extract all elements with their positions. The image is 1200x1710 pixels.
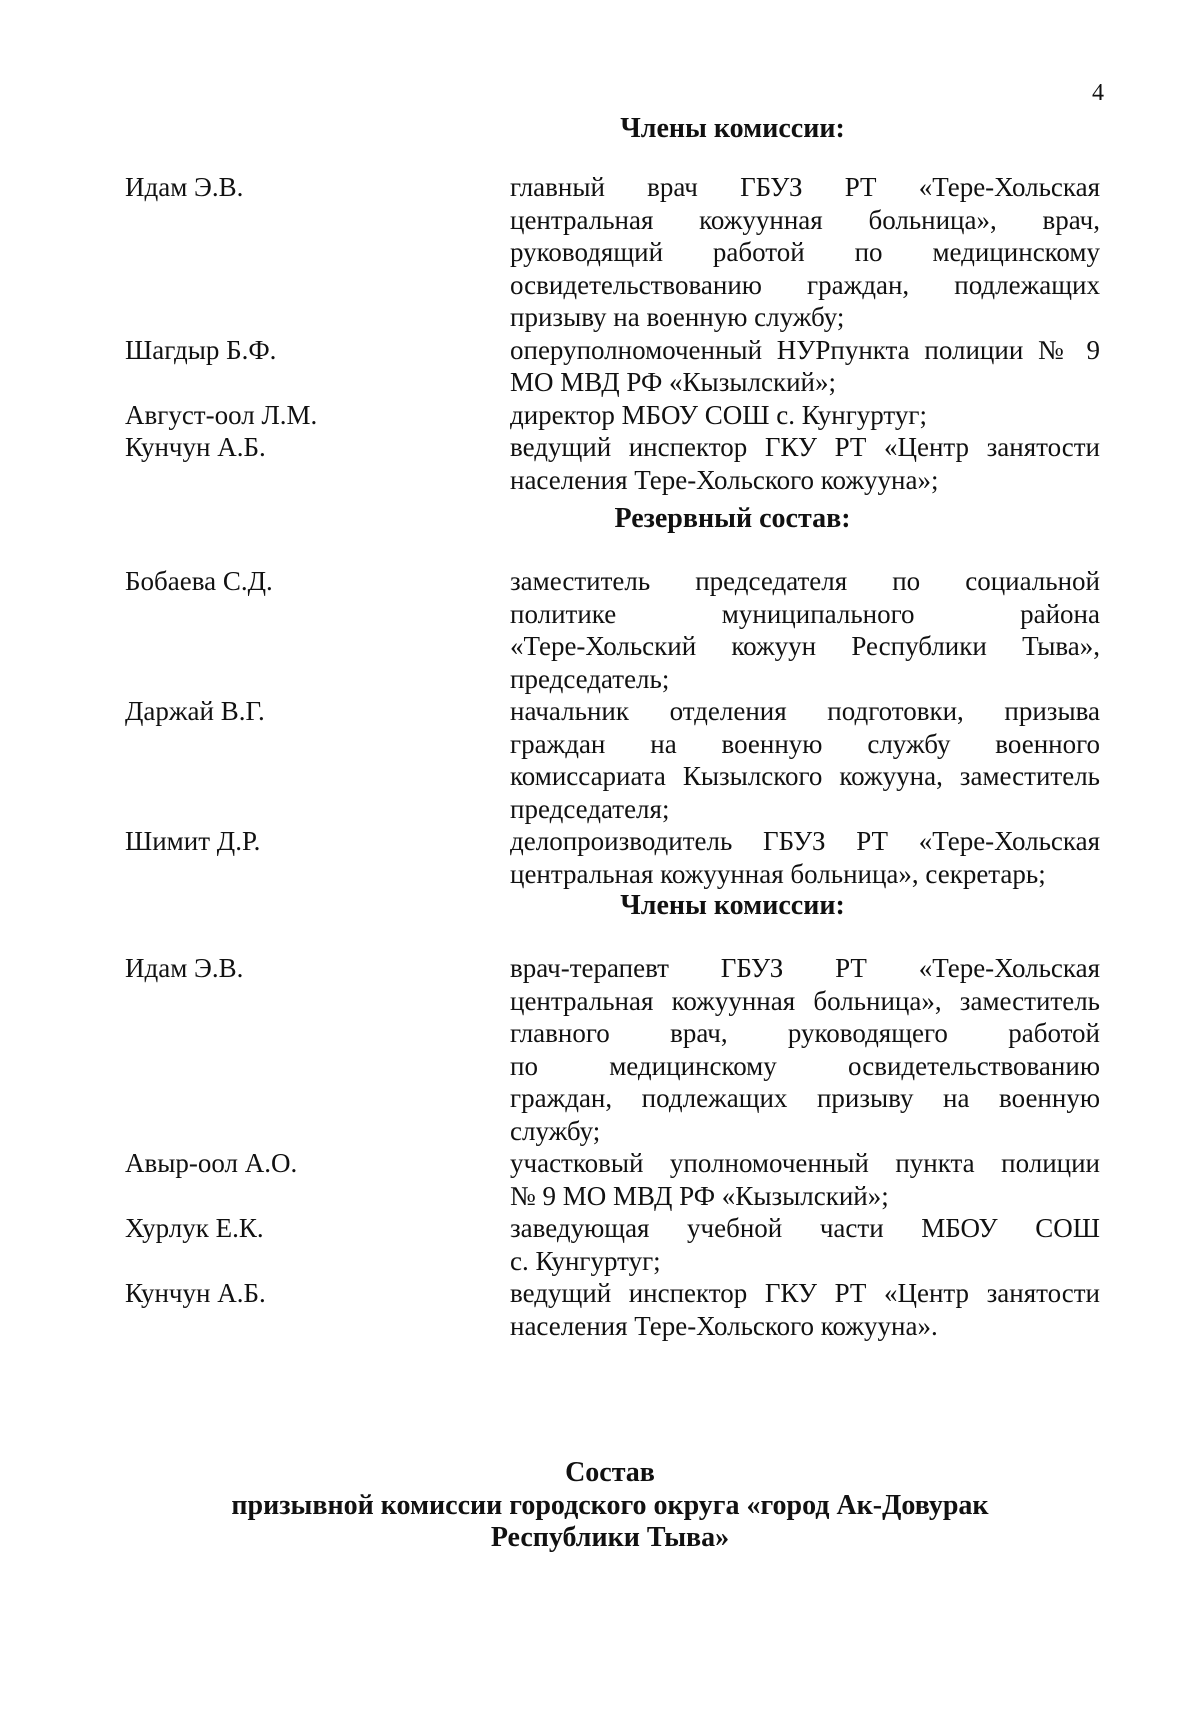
member-name: Кунчун А.Б.	[125, 432, 266, 462]
section-reserve	[125, 503, 1100, 890]
section-heading: Члены комиссии:	[620, 890, 845, 921]
section-members-2	[125, 890, 1100, 1342]
position-line: оперуполномоченный НУРпункта полиции № 9	[510, 334, 1100, 365]
member-row	[125, 695, 1100, 825]
position-line: директор МБОУ СОШ с. Кунгуртуг;	[510, 399, 927, 430]
position-line: с. Кунгуртуг;	[510, 1245, 661, 1276]
position-line: врач-терапевт ГБУЗ РТ «Тере-Хольская	[510, 953, 1100, 983]
member-position	[510, 334, 1100, 399]
member-position	[510, 695, 1100, 825]
reserve-list	[125, 565, 1100, 890]
section-heading: Члены комиссии:	[620, 113, 845, 144]
position-line: граждан, подлежащих призыву на военную	[510, 1083, 1100, 1113]
member-row	[125, 565, 1100, 695]
member-position	[510, 431, 1100, 496]
member-position	[510, 1277, 1100, 1342]
member-name: Шагдыр Б.Ф.	[125, 334, 277, 365]
member-row	[125, 825, 1100, 890]
position-line: председатель;	[510, 663, 670, 694]
position-line: главного врач, руководящего работой	[510, 1018, 1100, 1048]
position-line: освидетельствованию граждан, подлежащих	[510, 269, 1100, 300]
position-line: заведующая учебной части МБОУ СОШ	[510, 1213, 1100, 1243]
position-line: ведущий инспектор ГКУ РТ «Центр занятости	[510, 1278, 1100, 1308]
members-list	[125, 952, 1100, 1342]
position-line: начальник отделения подготовки, призыва	[510, 696, 1100, 726]
section-members-1	[125, 113, 1100, 496]
composition-title	[0, 1457, 1200, 1555]
members-list	[125, 171, 1100, 496]
position-line: населения Тере-Хольского кожууна».	[510, 1310, 938, 1341]
member-row	[125, 1277, 1100, 1342]
member-name: Бобаева С.Д.	[125, 566, 273, 596]
position-line: делопроизводитель ГБУЗ РТ «Тере-Хольская	[510, 826, 1100, 856]
member-name: Хурлук Е.К.	[125, 1213, 264, 1243]
position-line: участковый уполномоченный пункта полиции	[510, 1148, 1100, 1178]
member-position	[510, 565, 1100, 695]
position-line: по медицинскому освидетельствованию	[510, 1050, 1100, 1081]
position-line: населения Тере-Хольского кожууна»;	[510, 464, 939, 495]
member-name: Шимит Д.Р.	[125, 826, 261, 856]
member-name: Идам Э.В.	[125, 172, 244, 202]
member-position	[510, 171, 1100, 334]
section-heading: Резервный состав:	[614, 503, 851, 534]
member-name: Идам Э.В.	[125, 953, 244, 983]
member-row	[125, 1212, 1100, 1277]
position-line: центральная кожуунная больница», заместитель	[510, 985, 1100, 1016]
member-position	[510, 825, 1100, 890]
composition-title-line: Состав	[565, 1457, 655, 1488]
position-line: председателя;	[510, 793, 670, 824]
member-row	[125, 952, 1100, 1147]
position-line: центральная кожуунная больница», секретарь;	[510, 858, 1046, 889]
position-line: политике муниципального района	[510, 598, 1100, 629]
position-line: призыву на военную службу;	[510, 302, 845, 332]
member-position	[510, 1212, 1100, 1277]
position-line: главный врач ГБУЗ РТ «Тере-Хольская	[510, 172, 1100, 202]
member-row	[125, 1147, 1100, 1212]
member-name: Август-оол Л.М.	[125, 399, 318, 430]
member-position	[510, 952, 1100, 1147]
member-name: Кунчун А.Б.	[125, 1278, 266, 1308]
position-line: граждан на военную службу военного	[510, 728, 1100, 759]
position-line: центральная кожуунная больница», врач,	[510, 204, 1100, 235]
page-number: 4	[1092, 80, 1104, 106]
position-line: заместитель председателя по социальной	[510, 566, 1100, 596]
position-line: «Тере-Хольский кожуун Республики Тыва»,	[510, 631, 1100, 661]
member-name: Даржай В.Г.	[125, 696, 265, 726]
member-position	[510, 1147, 1100, 1212]
member-row	[125, 334, 1100, 399]
position-line: ведущий инспектор ГКУ РТ «Центр занятости	[510, 432, 1100, 462]
position-line: руководящий работой по медицинскому	[510, 237, 1100, 267]
position-line: МО МВД РФ «Кызылский»;	[510, 367, 836, 397]
composition-title-line: призывной комиссии городского округа «город Ак-Довурак	[231, 1489, 989, 1521]
member-position	[510, 399, 1100, 432]
composition-title-line: Республики Тыва»	[490, 1522, 730, 1553]
member-row	[125, 399, 1100, 432]
member-row	[125, 431, 1100, 496]
position-line: службу;	[510, 1115, 601, 1146]
member-row	[125, 171, 1100, 334]
position-line: № 9 МО МВД РФ «Кызылский»;	[510, 1180, 889, 1211]
position-line: комиссариата Кызылского кожууна, заместитель	[510, 761, 1100, 791]
member-name: Авыр-оол А.О.	[125, 1148, 298, 1178]
